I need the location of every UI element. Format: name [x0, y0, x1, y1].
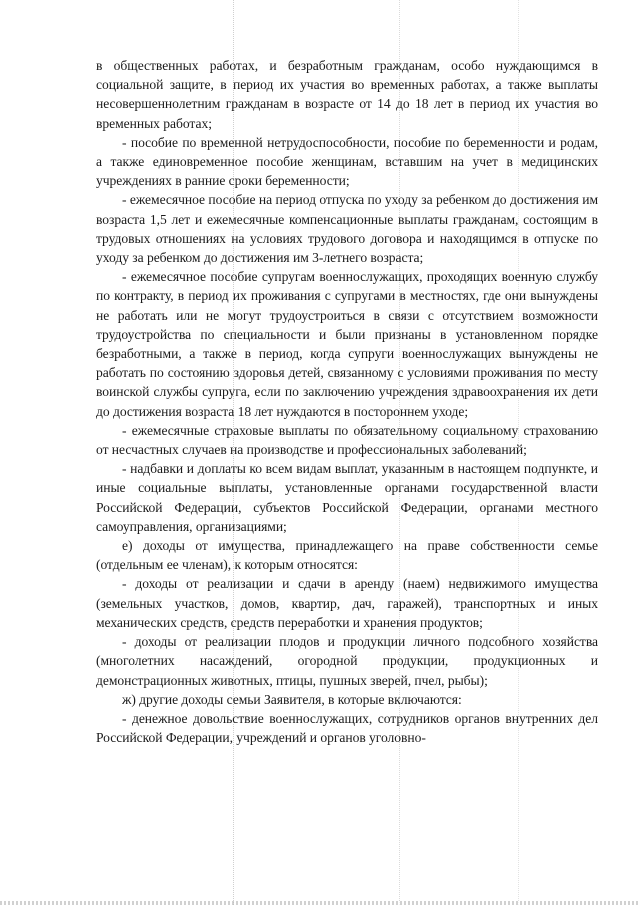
paragraph-continuation: в общественных работах, и безработным гражданам, особо нуждающимся в социальной защите, в период их участия во временных работах, а также выплаты несовершеннолетним гражданам в возрасте от 14 до 18 лет в период их участия во временных работах;: [96, 58, 598, 131]
paragraph-military-spouse-benefit: - ежемесячное пособие супругам военнослужащих, проходящих военную службу по контракту, в период их проживания с супругами в местностях, где они вынуждены не работать или не могут трудоустроиться в связи с отсутствием возможности трудоустройства по специальности и были признаны в установленном порядке безработными, а также в период, когда супруги военнослужащих вынуждены не работать по состоянию здоровья детей, связанному с условиями проживания по месту воинской службы супруга, если по заключению учреждения здравоохранения их дети до достижения возраста 18 лет нуждаются в постороннем уходе;: [96, 269, 598, 419]
paragraph-temporary-disability-benefit: - пособие по временной нетрудоспособности, пособие по беременности и родам, а также единовременное пособие женщинам, вставшим на учет в медицинских учреждениях в ранние сроки беременности;: [96, 134, 598, 189]
paragraph-insurance-payments: - ежемесячные страховые выплаты по обязательному социальному страхованию от несчастных случаев на производстве и профессиональных заболеваний;: [96, 422, 598, 458]
paragraph-childcare-benefit: - ежемесячное пособие на период отпуска по уходу за ребенком до достижения им возраста 1,5 лет и ежемесячные компенсационные выплаты гражданам, состоящим в трудовых отношениях на условиях трудового договора и находящимся в отпуске по уходу за ребенком до достижения им 3-летнего возраста;: [96, 192, 598, 266]
paragraph-allowances: - надбавки и доплаты ко всем видам выплат, указанным в настоящем подпункте, и иные социальные выплаты, установленные органами государственной власти Российской Федерации, субъектов Российской Федерации, органами местного самоуправления, организациями;: [96, 461, 598, 534]
paragraph-military-pay: - денежное довольствие военнослужащих, сотрудников органов внутренних дел Российской Федерации, учреждений и органов уголовно-: [96, 710, 598, 746]
paragraph-other-income: ж) другие доходы семьи Заявителя, в которые включаются:: [122, 691, 462, 707]
paragraph-property-income: е) доходы от имущества, принадлежащего на праве собственности семье (отдельным ее членам), к которым относятся:: [96, 538, 598, 573]
paragraph-real-estate-income: - доходы от реализации и сдачи в аренду (наем) недвижимого имущества (земельных участков, домов, квартир, дач, гаражей), транспортных и иных механических средств, средств переработки и хранения продуктов;: [96, 576, 598, 630]
document-page: [96, 56, 598, 747]
scan-bottom-edge: [0, 901, 640, 905]
paragraph-farm-income: - доходы от реализации плодов и продукции личного подсобного хозяйства (многолетних насаждений, огородной продукции, продукционных и демонстрационных животных, птицы, пушных зверей, пчел, рыбы);: [96, 634, 598, 688]
